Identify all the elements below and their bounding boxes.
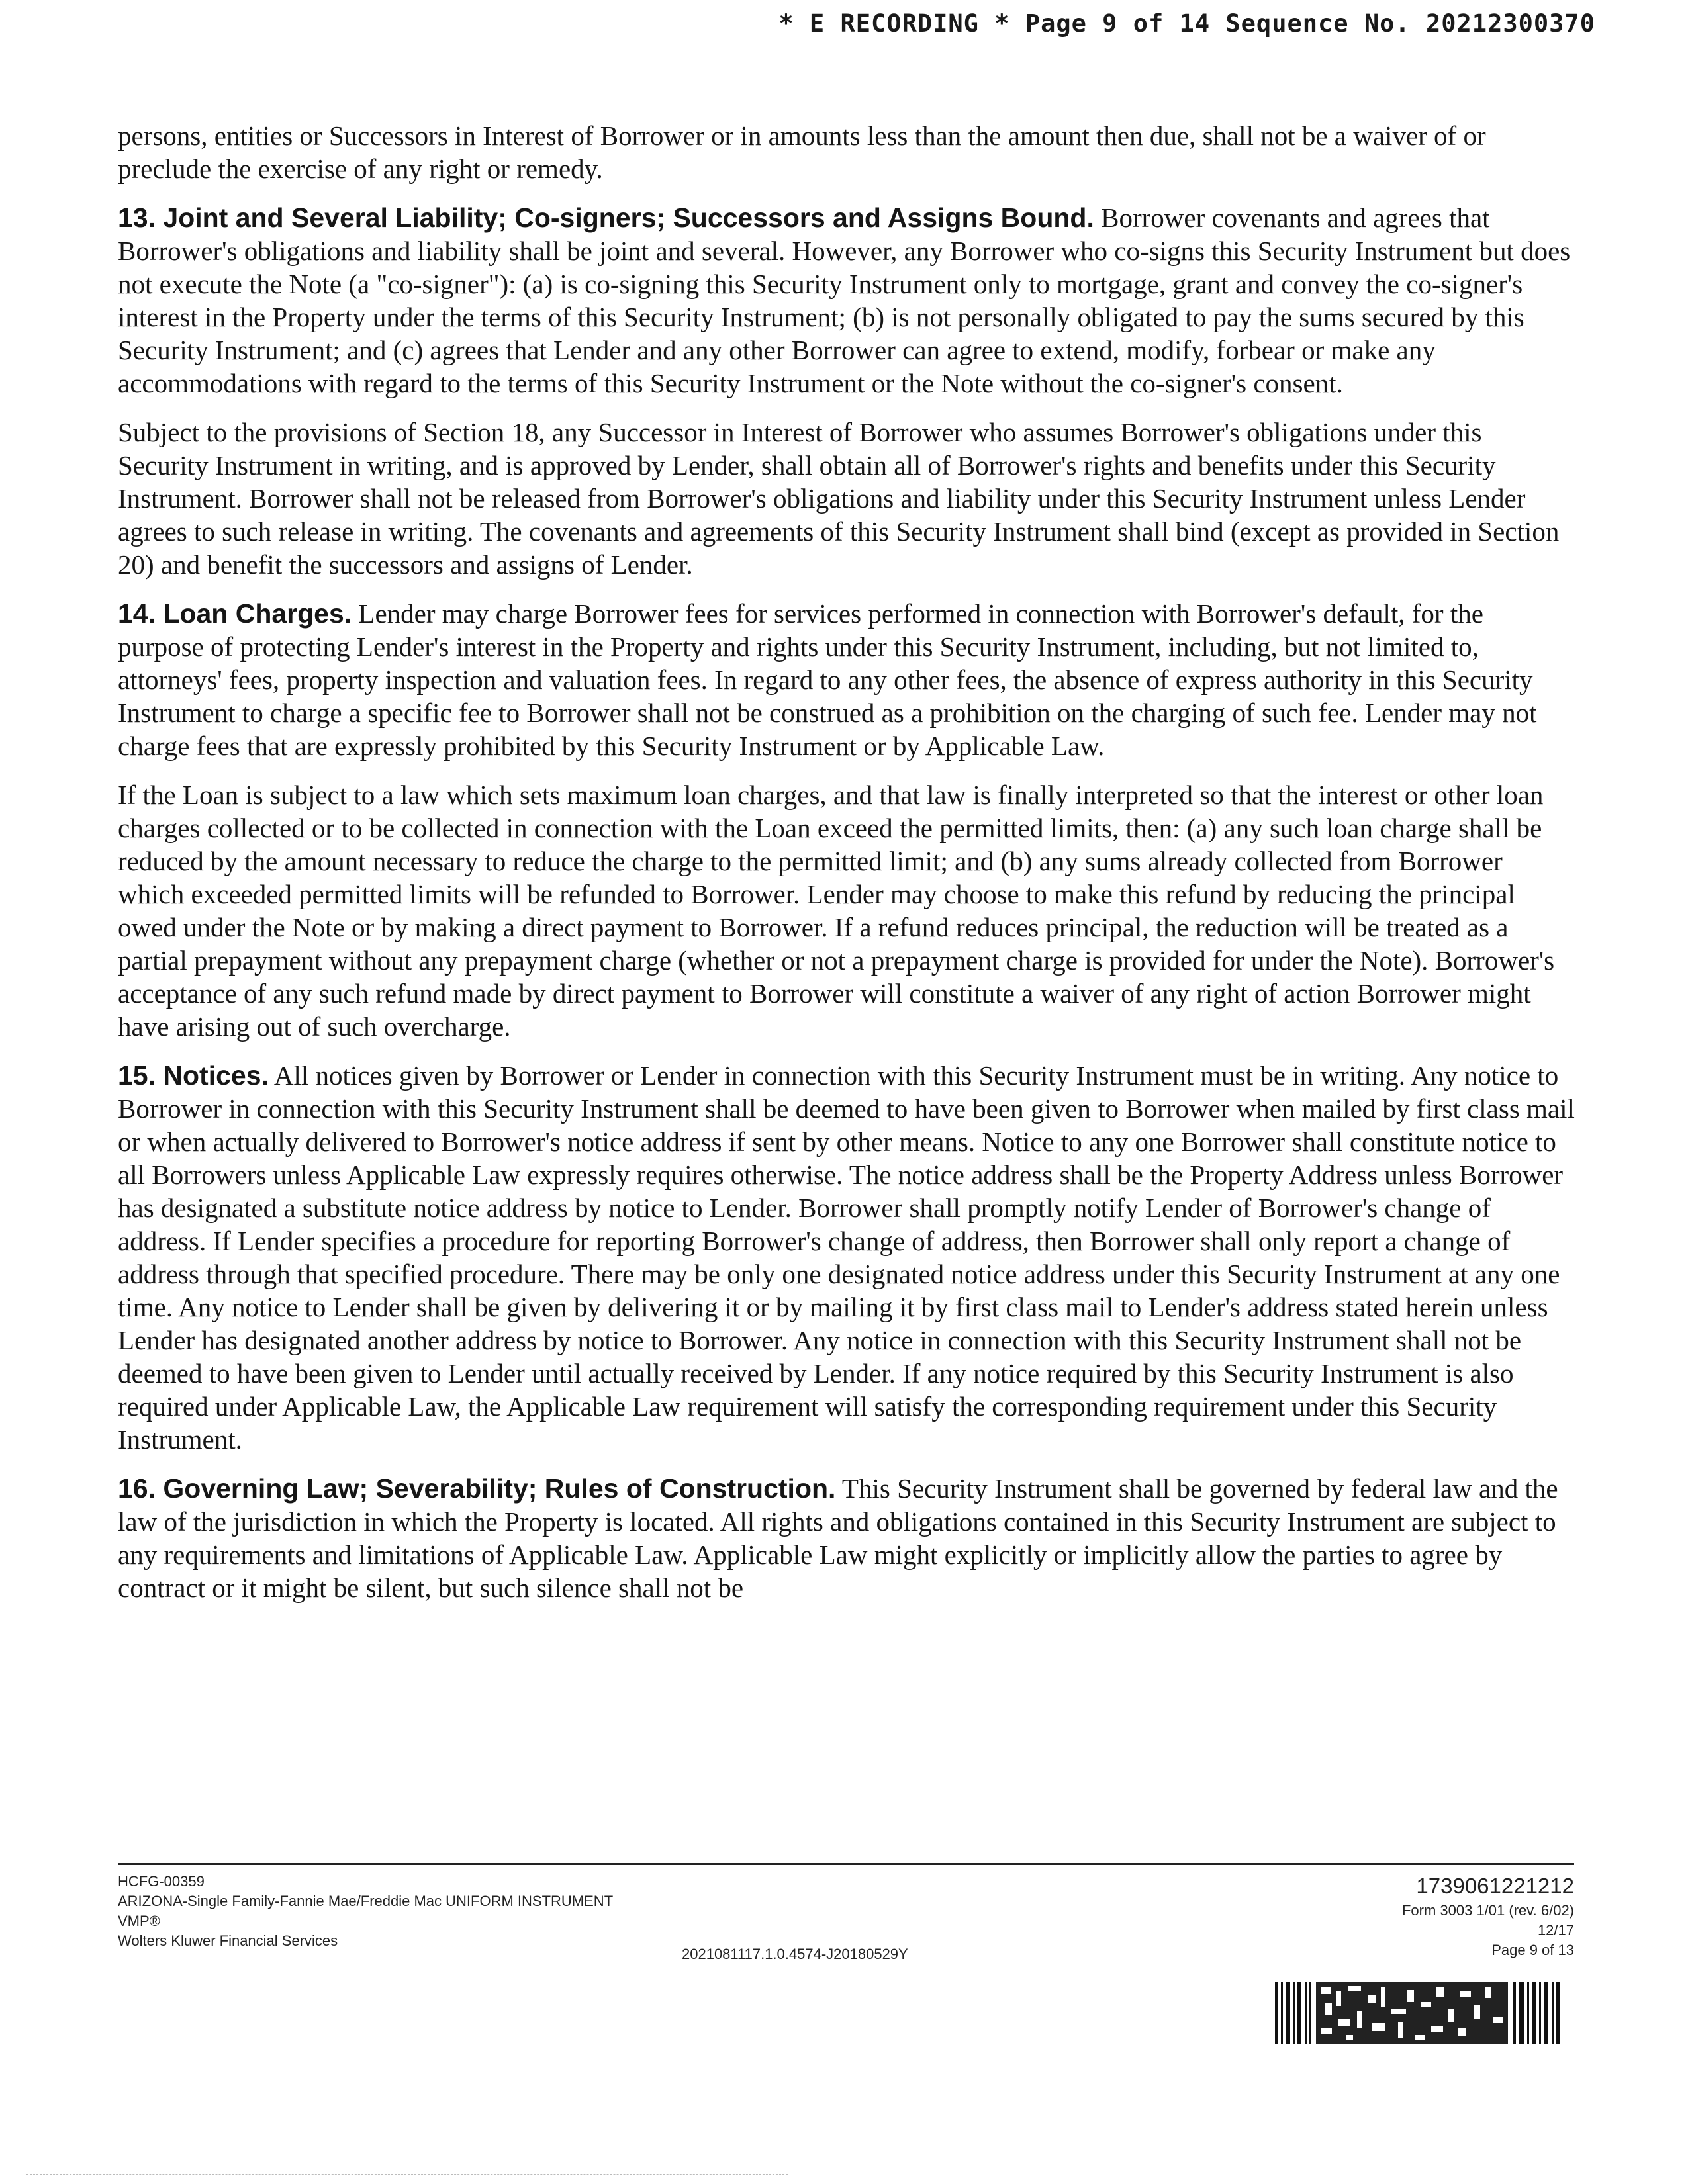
section-15 [118,1059,1575,1456]
section-15-heading: 15. Notices. [118,1060,269,1091]
section-14-text: Lender may charge Borrower fees for services performed in connection with Borrower's default, for the purpose of protecting Lender's interest in the Property and rights under this Security Instrument, including, but not limited to, attorneys' fees, property inspection and valuation fees. In regard to any other fees, the absence of express authority in this Security Instrument to charge a specific fee to Borrower shall not be construed as a prohibition on the charging of such fee. Lender may not charge fees that are expressly prohibited by this Security Instrument or by Applicable Law. [118,598,1537,761]
form-code: HCFG-00359 [118,1873,205,1889]
form-page-number: Page 9 of 13 [1491,1942,1574,1958]
form-number: Form 3003 1/01 (rev. 6/02) [1401,1902,1574,1919]
section-13-heading: 13. Joint and Several Liability; Co-signers; Successors and Assigns Bound. [118,203,1094,233]
footer-left [118,1872,613,1951]
document-body [118,119,1575,1620]
section-13 [118,201,1575,400]
section-16-heading: 16. Governing Law; Severability; Rules of Construction. [118,1473,836,1504]
scan-edge-line [26,2174,788,2175]
section-15-text: All notices given by Borrower or Lender in connection with this Security Instrument must be in writing. Any notice to Borrower in connection with this Security Instrument shall be deemed to have been given to Borrower when mailed by first class mail or when actually delivered to Borrower's notice address if sent by other means. Notice to any one Borrower shall constitute notice to all Borrowers unless Applicable Law expressly requires otherwise. The notice address shall be the Property Address unless Borrower has designated a substitute notice address by notice to Lender. Borrower shall promptly notify Lender of Borrower's change of address. If Lender specifies a procedure for reporting Borrower's change of address, then Borrower shall only report a change of address through that specified procedure. There may be only one designated notice address under this Security Instrument at any one time. Any notice to Lender shall be given by delivering it or by mailing it by first class mail to Lender's address stated herein unless Lender has designated another address by notice to Borrower. Any notice in connection with this Security Instrument shall not be deemed to have been given to Lender until actually received by Lender. If any notice required by this Security Instrument is also required under Applicable Law, the Applicable Law requirement will satisfy the corresponding requirement under this Security Instrument. [118,1060,1575,1455]
barcode-icon [1275,1982,1560,2044]
footer-divider [118,1863,1574,1865]
loan-number: 1739061221212 [1416,1874,1574,1898]
section-16 [118,1472,1575,1604]
section-14-heading: 14. Loan Charges. [118,598,352,629]
intro-paragraph: persons, entities or Successors in Interest of Borrower or in amounts less than the amount then due, shall not be a waiver of or preclude the exercise of any right or remedy. [118,120,1486,184]
vmp-mark: VMP® [118,1913,160,1929]
form-revision: 12/17 [1537,1922,1574,1938]
footer-document-id: 2021081117.1.0.4574-J20180529Y [682,1946,908,1962]
instrument-title: ARIZONA-Single Family-Fannie Mae/Freddie Mac UNIFORM INSTRUMENT [118,1893,614,1909]
section-14-paragraph-2: If the Loan is subject to a law which sets maximum loan charges, and that law is finally interpreted so that the interest or other loan charges collected or to be collected in connection with the Loan exceed the permitted limits, then: (a) any such loan charge shall be reduced by the amount necessary to reduce the charge to the permitted limit; and (b) any sums already collected from Borrower which exceeded permitted limits will be refunded to Borrower. Lender may choose to make this refund by reducing the principal owed under the Note or by making a direct payment to Borrower. If a refund reduces principal, the reduction will be treated as a partial prepayment without any prepayment charge (whether or not a prepayment charge is provided for under the Note). Borrower's acceptance of any such refund made by direct payment to Borrower will constitute a waiver of any right of action Borrower might have arising out of such overcharge. [118,780,1555,1042]
section-14 [118,597,1575,762]
section-13-text: Borrower covenants and agrees that Borrower's obligations and liability shall be joint and several. However, any Borrower who co-signs this Security Instrument but does not execute the Note (a "co-signer"): (a) is co-signing this Security Instrument only to mortgage, grant and convey the co-signer's interest in the Property under the terms of this Security Instrument; (b) is not personally obligated to pay the sums secured by this Security Instrument; and (c) agrees that Lender and any other Borrower can agree to extend, modify, forbear or make any accommodations with regard to the terms of this Security Instrument or the Note without the co-signer's consent. [118,203,1571,398]
section-16-text: This Security Instrument shall be governed by federal law and the law of the jurisdiction in which the Property is located. All rights and obligations contained in this Security Instrument are subject to any requirements and limitations of Applicable Law. Applicable Law might explicitly or implicitly allow the parties to agree by contract or it might be silent, but such silence shall not be [118,1473,1558,1603]
recording-header: * E RECORDING * Page 9 of 14 Sequence No. 20212300370 [778,9,1595,38]
publisher: Wolters Kluwer Financial Services [118,1933,338,1949]
section-13-paragraph-2: Subject to the provisions of Section 18, any Successor in Interest of Borrower who assumes Borrower's obligations under this Security Instrument in writing, and is approved by Lender, shall obtain all of Borrower's rights and benefits under this Security Instrument. Borrower shall not be released from Borrower's obligations and liability under this Security Instrument unless Lender agrees to such release in writing. The covenants and agreements of this Security Instrument shall bind (except as provided in Section 20) and benefit the successors and assigns of Lender. [118,417,1560,580]
footer-right [1402,1872,1574,1960]
